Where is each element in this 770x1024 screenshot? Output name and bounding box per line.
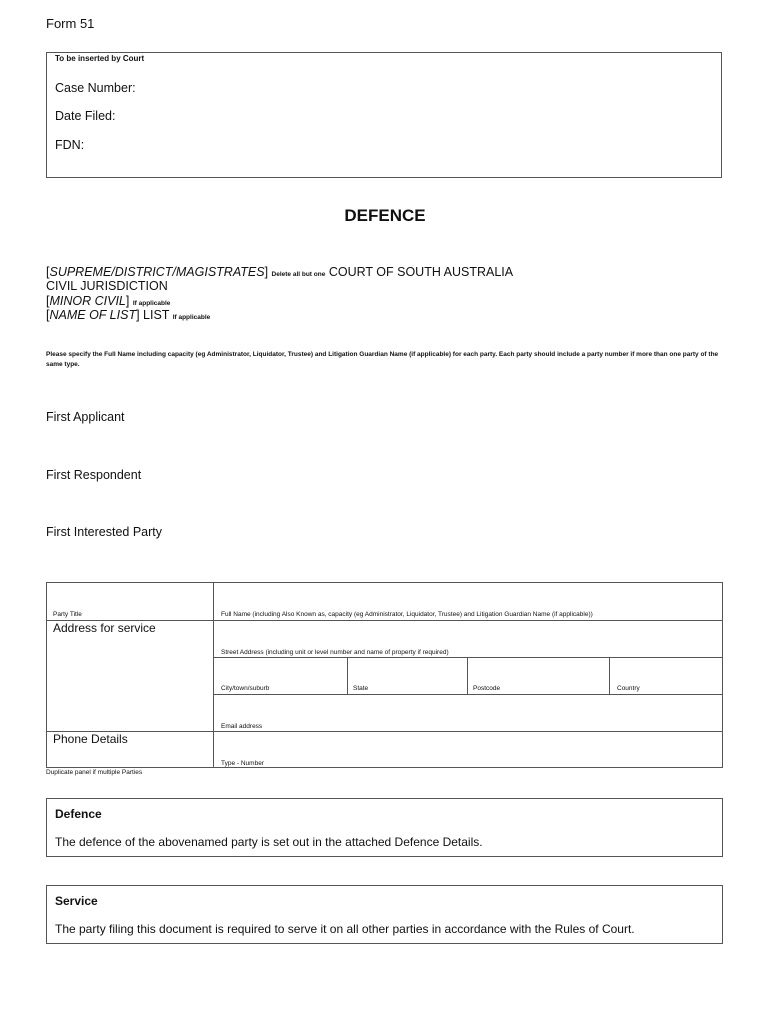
table-divider: [609, 657, 610, 694]
type-number-cell[interactable]: Type - Number: [221, 760, 264, 767]
document-title: DEFENCE: [344, 206, 426, 225]
duplicate-panel-note: Duplicate panel if multiple Parties: [46, 769, 143, 776]
list-note: If applicable: [172, 314, 211, 321]
court-line: [SUPREME/DISTRICT/MAGISTRATES] Delete all but one COURT OF SOUTH AUSTRALIA: [46, 265, 514, 279]
court-note: Delete all but one: [271, 271, 326, 278]
street-address-cell[interactable]: Street Address (including unit or level number and name of property if required): [221, 649, 449, 656]
court-suffix: COURT OF SOUTH AUSTRALIA: [328, 265, 514, 279]
civil-jurisdiction: CIVIL JURISDICTION: [46, 279, 168, 293]
defence-text: The defence of the abovenamed party is set out in the attached Defence Details.: [55, 835, 483, 849]
service-text: The party filing this document is required to serve it on all other parties in accordance with the Rules of Court.: [55, 922, 635, 936]
country-cell[interactable]: Country: [617, 685, 640, 692]
court-box-header: To be inserted by Court: [55, 54, 145, 63]
service-heading: Service: [55, 894, 98, 908]
table-divider: [467, 657, 468, 694]
party-instruction: Please specify the Full Name including capacity (eg Administrator, Liquidator, Trustee) and Litigation Guardian Name (if applicable) for each party. Each party should include a party number if more than one party of the same type.: [46, 351, 719, 368]
table-divider: [213, 694, 722, 695]
name-of-list[interactable]: NAME OF LIST: [49, 308, 137, 322]
first-applicant-field[interactable]: First Applicant: [46, 410, 125, 424]
party-details-table: [46, 582, 723, 768]
phone-details-label: Phone Details: [53, 732, 128, 746]
address-for-service-label: Address for service: [53, 621, 156, 635]
court-use-box: [46, 52, 722, 178]
minor-civil-note: If applicable: [132, 300, 171, 307]
city-cell[interactable]: City/town/suburb: [221, 685, 270, 692]
minor-civil-line: [MINOR CIVIL] If applicable: [46, 294, 171, 308]
postcode-cell[interactable]: Postcode: [473, 685, 501, 692]
minor-civil[interactable]: MINOR CIVIL: [49, 294, 126, 308]
form-number: Form 51: [46, 16, 95, 31]
list-suffix: LIST: [143, 308, 170, 322]
list-line: [NAME OF LIST] LIST If applicable: [46, 308, 211, 322]
table-divider: [47, 731, 722, 732]
table-divider: [347, 657, 348, 694]
state-cell[interactable]: State: [353, 685, 369, 692]
table-divider: [213, 583, 214, 768]
defence-section: [46, 798, 723, 857]
party-title-cell[interactable]: Party Title: [53, 611, 82, 618]
full-name-cell[interactable]: Full Name (including Also Known as, capacity (eg Administrator, Liquidator, Trustee) and Litigation Guardian Name (if applicable)): [221, 611, 593, 618]
first-respondent-field[interactable]: First Respondent: [46, 468, 142, 482]
first-interested-party-field[interactable]: First Interested Party: [46, 525, 163, 539]
fdn-field[interactable]: FDN:: [55, 138, 85, 152]
email-cell[interactable]: Email address: [221, 723, 263, 730]
court-options[interactable]: SUPREME/DISTRICT/MAGISTRATES: [49, 265, 265, 279]
case-number-field[interactable]: Case Number:: [55, 81, 136, 95]
date-filed-field[interactable]: Date Filed:: [55, 109, 116, 123]
defence-heading: Defence: [55, 807, 102, 821]
service-section: [46, 885, 723, 944]
